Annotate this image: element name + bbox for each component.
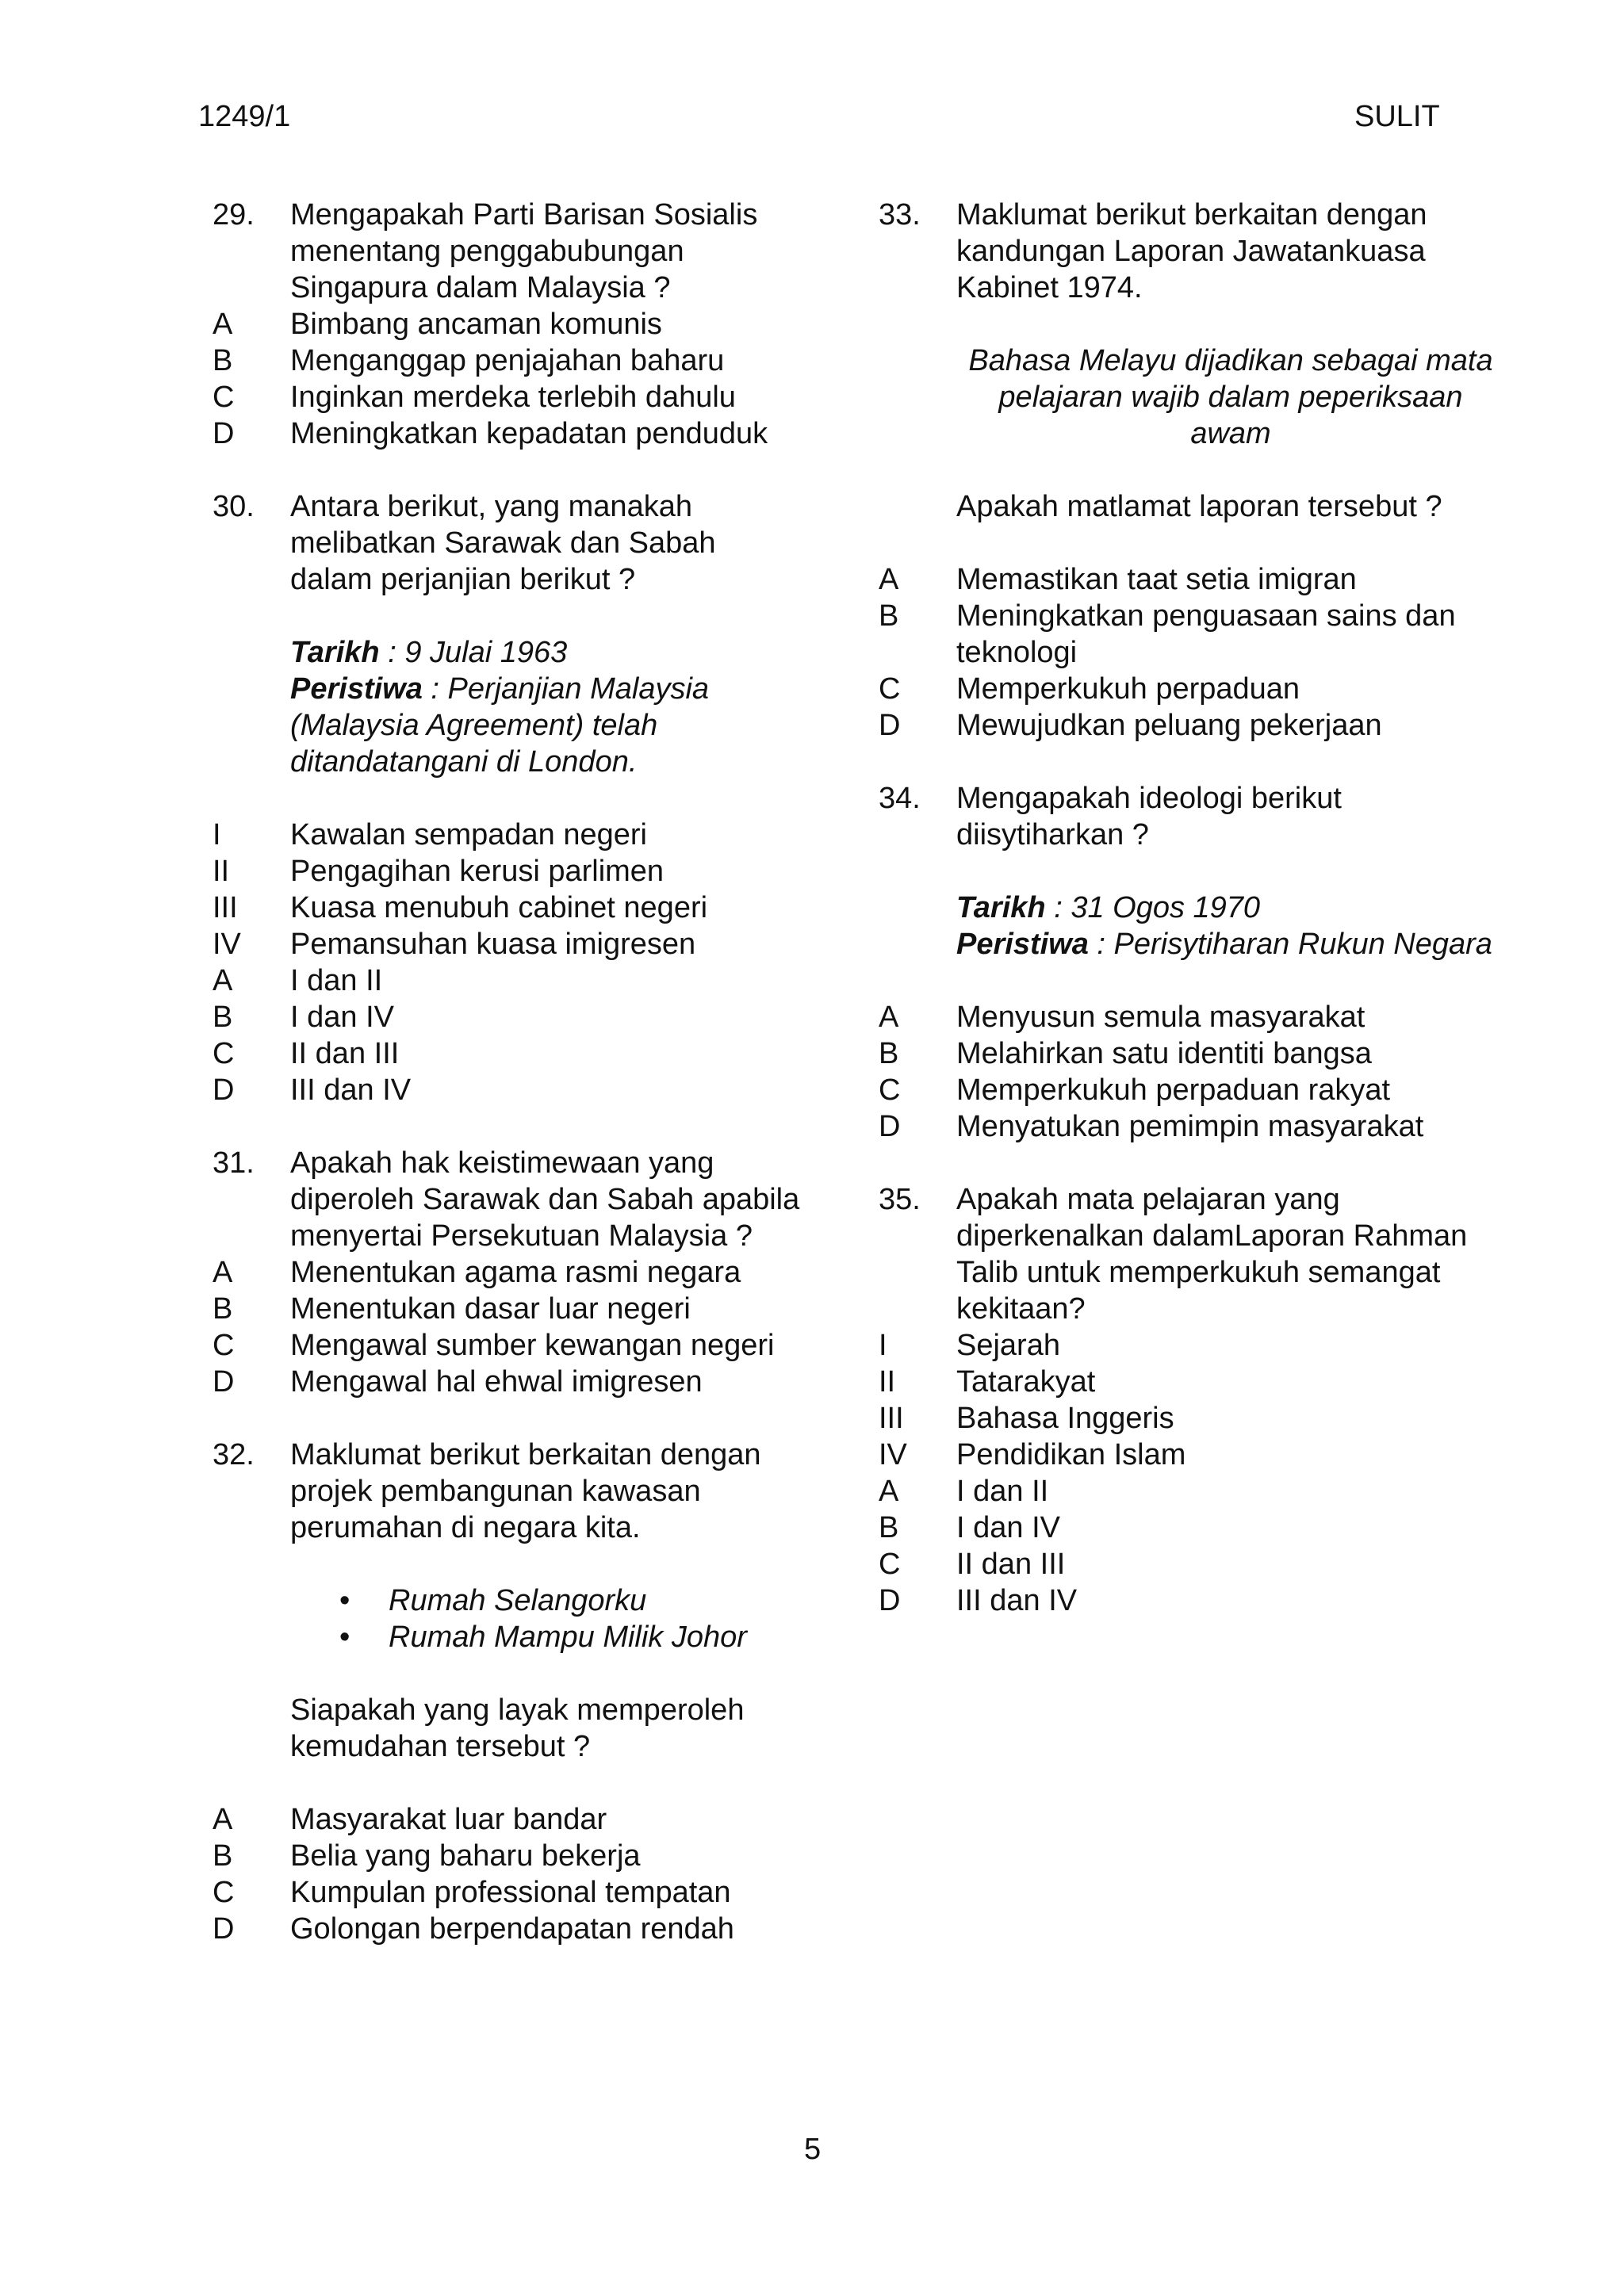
question-stem-line: diisytiharkan ? bbox=[956, 818, 1149, 851]
question-stem-line: perumahan di negara kita. bbox=[290, 1511, 641, 1544]
option-a[interactable] bbox=[213, 1254, 815, 1291]
question-stem-line: menyertai Persekutuan Malaysia ? bbox=[290, 1219, 753, 1253]
statement-i bbox=[213, 817, 815, 853]
option-a[interactable] bbox=[213, 962, 815, 999]
question-stem-line: Kabinet 1974. bbox=[956, 271, 1143, 304]
statement-key: I bbox=[879, 1329, 887, 1362]
left-column bbox=[213, 197, 815, 1984]
event-value: : Perjanjian Malaysia bbox=[422, 672, 710, 706]
event-description-cont: (Malaysia Agreement) telah bbox=[290, 709, 658, 742]
option-key: A bbox=[213, 308, 233, 341]
statement-text: Pendidikan Islam bbox=[956, 1438, 1186, 1471]
option-text: Meningkatkan kepadatan penduduk bbox=[290, 417, 768, 450]
option-text: Inginkan merdeka terlebih dahulu bbox=[290, 381, 736, 414]
option-text: Memperkukuh perpaduan bbox=[956, 672, 1300, 706]
option-a[interactable] bbox=[879, 561, 1505, 598]
statement-key: I bbox=[213, 818, 221, 851]
statement-key: III bbox=[213, 891, 238, 924]
option-text: Menentukan agama rasmi negara bbox=[290, 1256, 741, 1289]
option-key: C bbox=[879, 672, 901, 706]
statement-text: Pemansuhan kuasa imigresen bbox=[290, 928, 696, 961]
page-number: 5 bbox=[804, 2133, 822, 2166]
statement-ii bbox=[213, 853, 815, 890]
option-text: Melahirkan satu identiti bangsa bbox=[956, 1037, 1372, 1070]
event-description bbox=[956, 926, 1505, 962]
option-b[interactable] bbox=[879, 1035, 1505, 1072]
option-text: Mengawal sumber kewangan negeri bbox=[290, 1329, 775, 1362]
option-text: II dan III bbox=[956, 1548, 1066, 1581]
question-33 bbox=[879, 197, 1505, 744]
quote-line: awam bbox=[1190, 417, 1271, 450]
question-prompt: kemudahan tersebut ? bbox=[290, 1730, 591, 1763]
option-key: D bbox=[879, 1584, 901, 1617]
question-stem-line: Talib untuk memperkukuh semangat bbox=[956, 1256, 1441, 1289]
question-stem-line: melibatkan Sarawak dan Sabah bbox=[290, 526, 716, 560]
option-key: B bbox=[213, 1839, 233, 1873]
question-stem-line: diperkenalkan dalamLaporan Rahman bbox=[956, 1219, 1468, 1253]
statement-ii bbox=[879, 1364, 1505, 1400]
option-key: C bbox=[213, 1037, 235, 1070]
option-key: D bbox=[213, 1912, 235, 1946]
option-a[interactable] bbox=[879, 1473, 1505, 1510]
option-key: A bbox=[213, 1803, 233, 1836]
question-stem-line: menentang penggabubungan bbox=[290, 235, 684, 268]
date-value: : 31 Ogos 1970 bbox=[1045, 891, 1261, 924]
option-b[interactable] bbox=[213, 342, 815, 379]
option-key: B bbox=[213, 1001, 233, 1034]
question-number: 31. bbox=[213, 1146, 255, 1180]
option-key: D bbox=[213, 1365, 235, 1399]
option-d[interactable] bbox=[213, 415, 815, 452]
option-a[interactable] bbox=[213, 306, 815, 342]
option-c[interactable] bbox=[213, 1035, 815, 1072]
statement-text: Kawalan sempadan negeri bbox=[290, 818, 647, 851]
statement-key: IV bbox=[879, 1438, 907, 1471]
option-key: C bbox=[879, 1548, 901, 1581]
question-stem-line: Mengapakah Parti Barisan Sosialis bbox=[290, 198, 758, 232]
statement-iv bbox=[213, 926, 815, 962]
bullet-text: Rumah Selangorku bbox=[389, 1584, 647, 1617]
option-text: Meningkatkan penguasaan sains dan bbox=[956, 599, 1456, 633]
option-key: B bbox=[213, 344, 233, 377]
question-number: 34. bbox=[879, 782, 921, 815]
option-text: Menganggap penjajahan baharu bbox=[290, 344, 725, 377]
option-c[interactable] bbox=[879, 1072, 1505, 1108]
option-text: I dan IV bbox=[956, 1511, 1060, 1544]
event-date bbox=[956, 890, 1505, 926]
option-d[interactable] bbox=[879, 1582, 1505, 1619]
statement-i bbox=[879, 1327, 1505, 1364]
option-a[interactable] bbox=[213, 1801, 815, 1838]
statement-text: Bahasa Inggeris bbox=[956, 1402, 1174, 1435]
option-b[interactable] bbox=[213, 1291, 815, 1327]
option-text: Belia yang baharu bekerja bbox=[290, 1839, 641, 1873]
option-c[interactable] bbox=[213, 379, 815, 415]
statement-key: IV bbox=[213, 928, 241, 961]
option-text: I dan II bbox=[290, 964, 383, 997]
question-stem-line: Antara berikut, yang manakah bbox=[290, 490, 692, 523]
option-text: Golongan berpendapatan rendah bbox=[290, 1912, 734, 1946]
question-number: 35. bbox=[879, 1183, 921, 1216]
event-label: Peristiwa bbox=[290, 672, 423, 706]
option-c[interactable] bbox=[879, 1546, 1505, 1582]
option-a[interactable] bbox=[879, 999, 1505, 1035]
paper-code: 1249/1 bbox=[198, 100, 291, 133]
quote-line: Bahasa Melayu dijadikan sebagai mata bbox=[968, 344, 1493, 377]
option-key: D bbox=[213, 417, 235, 450]
statement-key: III bbox=[879, 1402, 904, 1435]
option-key: B bbox=[213, 1292, 233, 1326]
classification-label: SULIT bbox=[1354, 100, 1440, 133]
option-key: A bbox=[213, 1256, 233, 1289]
question-stem-line: diperoleh Sarawak dan Sabah apabila bbox=[290, 1183, 800, 1216]
question-prompt: Siapakah yang layak memperoleh bbox=[290, 1693, 745, 1727]
question-stem-line: Singapura dalam Malaysia ? bbox=[290, 271, 671, 304]
option-text: Mewujudkan peluang pekerjaan bbox=[956, 709, 1382, 742]
option-text: II dan III bbox=[290, 1037, 400, 1070]
option-key: B bbox=[879, 1037, 899, 1070]
option-text: I dan IV bbox=[290, 1001, 394, 1034]
bullet-item bbox=[213, 1582, 815, 1619]
event-description-cont: ditandatangani di London. bbox=[290, 745, 638, 779]
option-b[interactable] bbox=[213, 1838, 815, 1874]
option-text: Bimbang ancaman komunis bbox=[290, 308, 662, 341]
statement-iii bbox=[879, 1400, 1505, 1437]
option-key: B bbox=[879, 599, 899, 633]
question-31 bbox=[213, 1145, 815, 1400]
question-stem-line: Apakah mata pelajaran yang bbox=[956, 1183, 1340, 1216]
option-d[interactable] bbox=[879, 1108, 1505, 1145]
question-stem-line: projek pembangunan kawasan bbox=[290, 1475, 701, 1508]
event-description bbox=[290, 671, 815, 707]
statement-iii bbox=[213, 890, 815, 926]
option-key: A bbox=[213, 964, 233, 997]
question-29 bbox=[213, 197, 815, 452]
date-label: Tarikh bbox=[956, 891, 1046, 924]
option-d[interactable] bbox=[213, 1364, 815, 1400]
option-text: Menentukan dasar luar negeri bbox=[290, 1292, 691, 1326]
statement-key: II bbox=[879, 1365, 896, 1399]
question-number: 30. bbox=[213, 490, 255, 523]
statement-text: Sejarah bbox=[956, 1329, 1060, 1362]
option-text: III dan IV bbox=[290, 1073, 412, 1107]
bullet-text: Rumah Mampu Milik Johor bbox=[389, 1621, 747, 1654]
option-key: C bbox=[213, 381, 235, 414]
question-30 bbox=[213, 488, 815, 1108]
option-key: A bbox=[879, 563, 899, 596]
question-stem-line: Maklumat berikut berkaitan dengan bbox=[956, 198, 1427, 232]
event-date bbox=[290, 634, 815, 671]
question-prompt: Apakah matlamat laporan tersebut ? bbox=[956, 490, 1442, 523]
option-key: A bbox=[879, 1001, 899, 1034]
option-text: Menyatukan pemimpin masyarakat bbox=[956, 1110, 1424, 1143]
date-value: : 9 Julai 1963 bbox=[379, 636, 568, 669]
option-text: Memperkukuh perpaduan rakyat bbox=[956, 1073, 1391, 1107]
option-key: A bbox=[879, 1475, 899, 1508]
option-c[interactable] bbox=[213, 1327, 815, 1364]
option-d[interactable] bbox=[879, 707, 1505, 744]
right-column bbox=[879, 197, 1505, 1655]
question-34 bbox=[879, 780, 1505, 1145]
option-b[interactable] bbox=[879, 598, 1505, 634]
bullet-item bbox=[213, 1619, 815, 1655]
option-text-cont: teknologi bbox=[956, 636, 1078, 669]
quote-line: pelajaran wajib dalam peperiksaan bbox=[998, 381, 1463, 414]
option-text: Menyusun semula masyarakat bbox=[956, 1001, 1365, 1034]
option-text: Memastikan taat setia imigran bbox=[956, 563, 1357, 596]
question-stem-line: kandungan Laporan Jawatankuasa bbox=[956, 235, 1426, 268]
option-key: C bbox=[213, 1876, 235, 1909]
option-b[interactable] bbox=[213, 999, 815, 1035]
question-number: 32. bbox=[213, 1438, 255, 1471]
option-text: Masyarakat luar bandar bbox=[290, 1803, 607, 1836]
question-stem-line: Apakah hak keistimewaan yang bbox=[290, 1146, 714, 1180]
option-key: C bbox=[879, 1073, 901, 1107]
question-number: 29. bbox=[213, 198, 255, 232]
statement-iv bbox=[879, 1437, 1505, 1473]
event-label: Peristiwa bbox=[956, 928, 1089, 961]
option-text: Kumpulan professional tempatan bbox=[290, 1876, 731, 1909]
question-stem-line: kekitaan? bbox=[956, 1292, 1086, 1326]
option-key: D bbox=[879, 1110, 901, 1143]
bullet-icon: • bbox=[339, 1584, 350, 1617]
statement-text: Tatarakyat bbox=[956, 1365, 1096, 1399]
option-key: C bbox=[213, 1329, 235, 1362]
option-d[interactable] bbox=[213, 1072, 815, 1108]
event-value: : Perisytiharan Rukun Negara bbox=[1088, 928, 1492, 961]
option-key: B bbox=[879, 1511, 899, 1544]
option-text: I dan II bbox=[956, 1475, 1049, 1508]
option-key: D bbox=[213, 1073, 235, 1107]
statement-text: Pengagihan kerusi parlimen bbox=[290, 855, 665, 888]
option-text: Mengawal hal ehwal imigresen bbox=[290, 1365, 703, 1399]
option-key: D bbox=[879, 709, 901, 742]
question-stem-line: dalam perjanjian berikut ? bbox=[290, 563, 636, 596]
question-number: 33. bbox=[879, 198, 921, 232]
option-b[interactable] bbox=[879, 1510, 1505, 1546]
statement-text: Kuasa menubuh cabinet negeri bbox=[290, 891, 708, 924]
option-c[interactable] bbox=[213, 1874, 815, 1911]
question-stem-line: Mengapakah ideologi berikut bbox=[956, 782, 1342, 815]
statement-key: II bbox=[213, 855, 230, 888]
option-text: III dan IV bbox=[956, 1584, 1078, 1617]
question-35 bbox=[879, 1181, 1505, 1619]
bullet-icon: • bbox=[339, 1621, 350, 1654]
question-32 bbox=[213, 1437, 815, 1947]
date-label: Tarikh bbox=[290, 636, 380, 669]
option-d[interactable] bbox=[213, 1911, 815, 1947]
option-c[interactable] bbox=[879, 671, 1505, 707]
question-stem-line: Maklumat berikut berkaitan dengan bbox=[290, 1438, 761, 1471]
